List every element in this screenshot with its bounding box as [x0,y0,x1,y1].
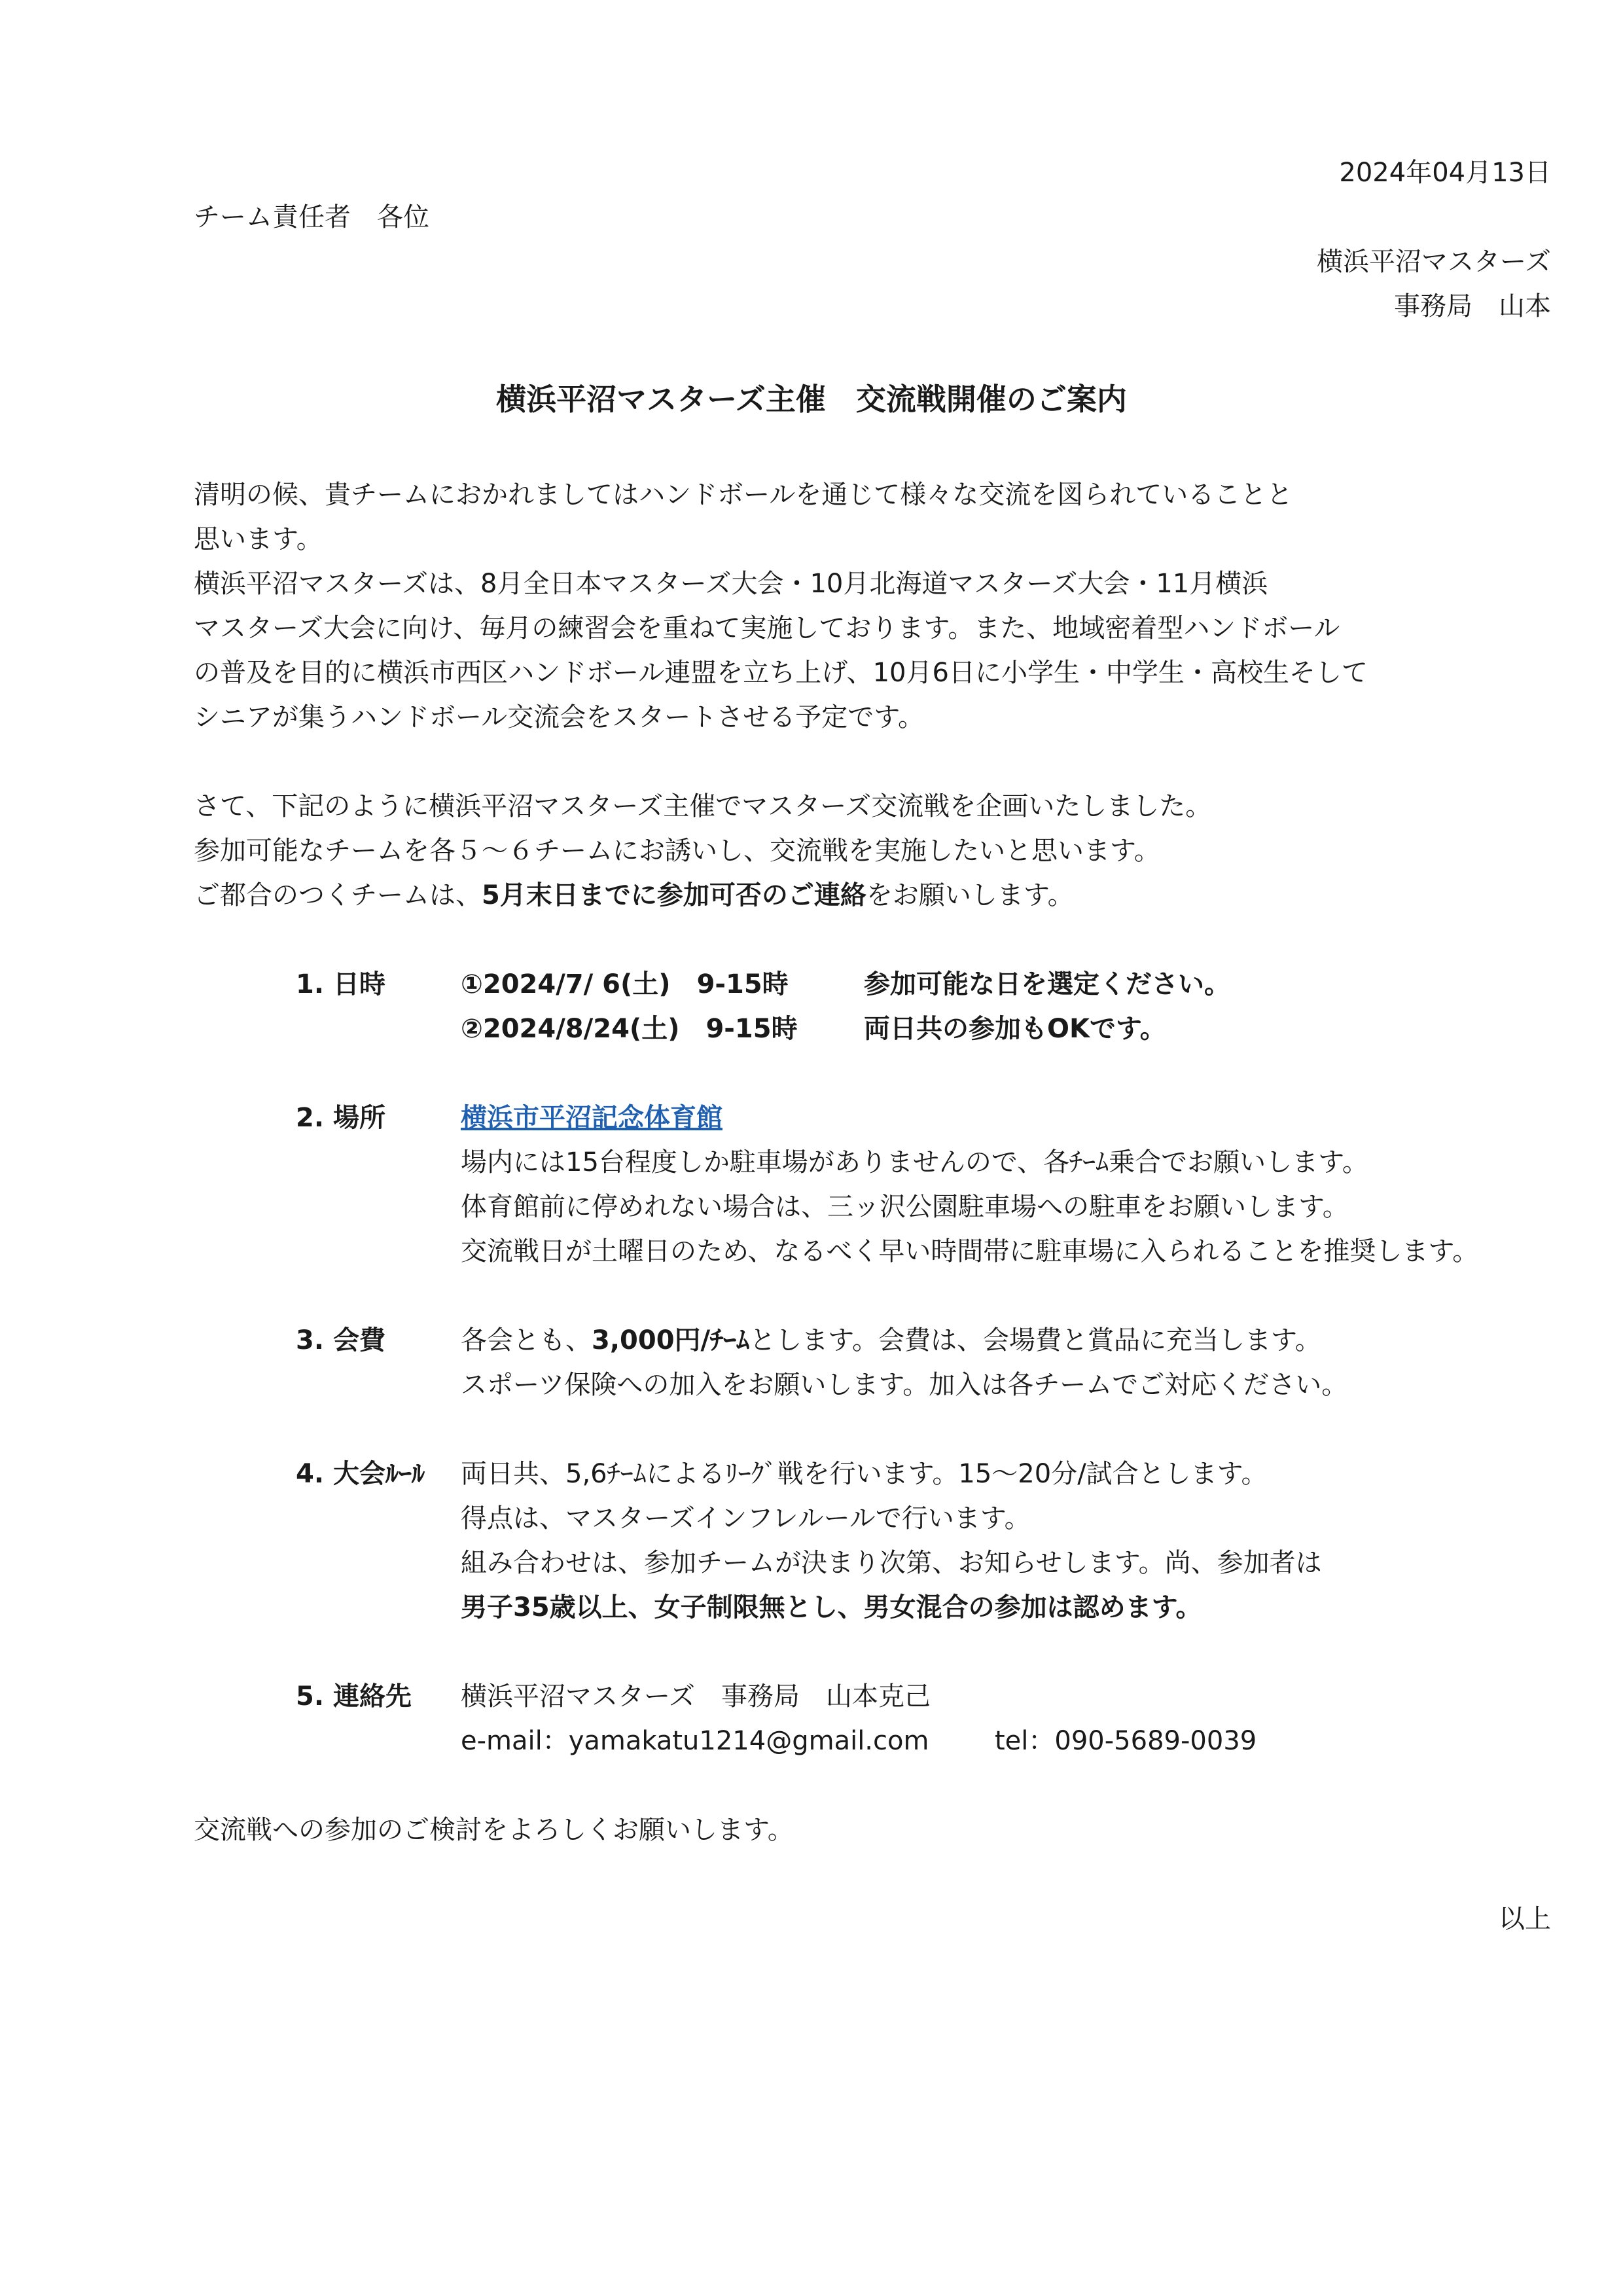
intro-line-5: の普及を目的に横浜市西区ハンドボール連盟を立ち上げ、10月6日に小学生・中学生・高校生そして [194,658,1368,688]
request-line-3-post: をお願いします。 [866,880,1074,910]
section-fee-label: 3. 会費 [296,1325,385,1355]
rules-line-1: 両日共、5,6ﾁｰﾑによるﾘｰｸﾞ戦を行います。15～20分/試合とします。 [461,1459,1268,1489]
section-venue-label: 2. 場所 [296,1103,385,1133]
rules-line-4: 男子35歳以上、女子制限無とし、男女混合の参加は認めます。 [461,1592,1202,1623]
sender-organization: 横浜平沼マスターズ [1317,247,1551,277]
datetime-option-2: ②2024/8/24(土) 9-15時 [461,1014,798,1044]
intro-line-6: シニアが集うハンドボール交流会をスタートさせる予定です。 [194,702,924,732]
contact-line-1: 横浜平沼マスターズ 事務局 山本克己 [461,1681,931,1712]
intro-line-3: 横浜平沼マスターズは、8月全日本マスターズ大会・10月北海道マスターズ大会・11月横浜 [194,569,1268,599]
closing-end: 以上 [1499,1904,1551,1934]
sender-office: 事務局 山本 [1394,291,1551,321]
venue-line-1: 場内には15台程度しか駐車場がありませんので、各ﾁｰﾑ乗合でお願いします。 [461,1147,1368,1177]
contact-tel: tel：090-5689-0039 [995,1726,1257,1756]
datetime-note-1: 参加可能な日を選定ください。 [864,969,1230,999]
intro-line-2: 思います。 [194,524,323,554]
venue-line-3: 交流戦日が土曜日のため、なるべく早い時間帯に駐車場に入られることを推奨します。 [461,1236,1479,1266]
request-line-3-pre: ご都合のつくチームは、 [194,880,482,910]
datetime-option-1: ①2024/7/ 6(土) 9-15時 [461,969,789,999]
fee-line-1-post: とします。会費は、会場費と賞品に充当します。 [749,1325,1321,1355]
recipient: チーム責任者 各位 [194,202,429,232]
intro-line-4: マスターズ大会に向け、毎月の練習会を重ねて実施しております。また、地域密着型ハンドボール [194,613,1340,643]
section-rules-label: 4. 大会ﾙｰﾙ [296,1459,425,1489]
request-deadline: 5月末日までに参加可否のご連絡 [482,880,866,910]
section-contact-label: 5. 連絡先 [296,1681,412,1712]
fee-line-1-pre: 各会とも、 [461,1325,592,1355]
fee-line-2: スポーツ保険への加入をお願いします。加入は各チームでご対応ください。 [461,1370,1348,1400]
fee-line-1 [461,1319,1321,1357]
section-datetime-label: 1. 日時 [296,969,385,999]
request-line-1: さて、下記のように横浜平沼マスターズ主催でマスターズ交流戦を企画いたしました。 [194,791,1212,821]
venue-link[interactable]: 横浜市平沼記念体育館 [461,1103,722,1133]
closing-line: 交流戦への参加のご検討をよろしくお願いします。 [194,1815,794,1845]
datetime-note-2: 両日共の参加もOKです。 [864,1014,1166,1044]
venue-line-2: 体育館前に停めれない場合は、三ッ沢公園駐車場への駐車をお願いします。 [461,1192,1349,1222]
rules-line-2: 得点は、マスターズインフレルールで行います。 [461,1503,1031,1534]
fee-amount: 3,000円/ﾁｰﾑ [592,1325,750,1355]
intro-line-1: 清明の候、貴チームにおかれましてはハンドボールを通じて様々な交流を図られていることと [194,480,1293,510]
contact-email: e-mail：yamakatu1214@gmail.com [461,1726,929,1756]
request-line-2: 参加可能なチームを各５～６チームにお誘いし、交流戦を実施したいと思います。 [194,836,1160,866]
document-title: 横浜平沼マスターズ主催 交流戦開催のご案内 [496,382,1127,417]
letter-date: 2024年04月13日 [1339,158,1551,188]
rules-line-3: 組み合わせは、参加チームが決まり次第、お知らせします。尚、参加者は [461,1548,1322,1578]
request-line-3 [194,874,1074,912]
